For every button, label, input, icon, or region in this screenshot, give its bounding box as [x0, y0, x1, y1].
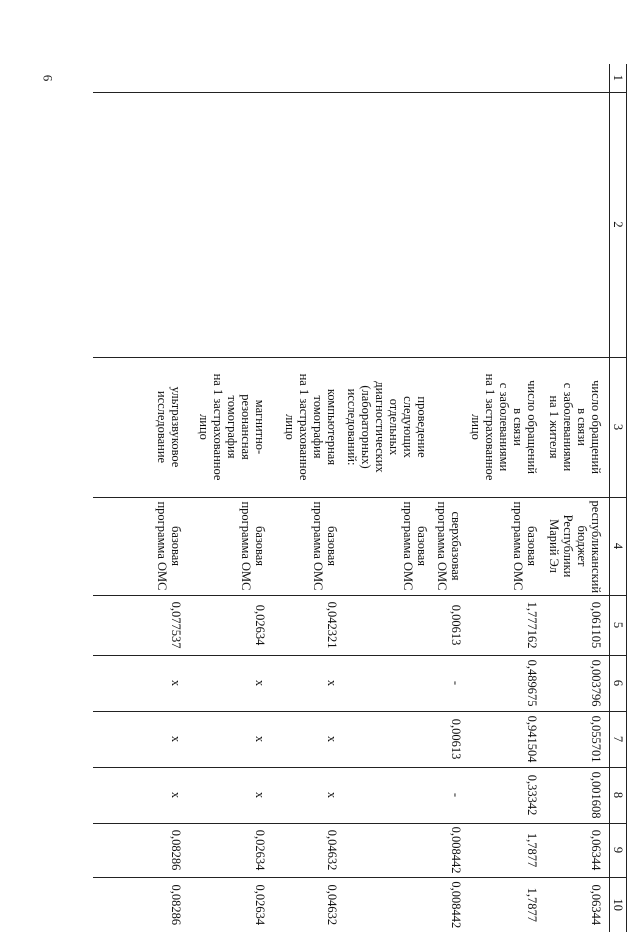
cell-value [345, 767, 435, 823]
column-header-2: 2 [610, 92, 627, 357]
cell-indicator: компьютерная томография на 1 застрахованное лицо [273, 357, 345, 497]
cell-value: x [93, 655, 189, 711]
cell-value: 0,08286 [93, 823, 189, 877]
cell-empty [189, 64, 273, 92]
cell-empty [435, 92, 469, 357]
cell-value [345, 595, 435, 655]
cell-value: 1,7877 [469, 877, 545, 932]
column-header-3: 3 [610, 357, 627, 497]
cell-value: 0,001608 [545, 767, 610, 823]
cell-empty [93, 92, 189, 357]
cell-value: 0,489675 [469, 655, 545, 711]
cell-value [345, 823, 435, 877]
cell-empty [93, 64, 189, 92]
column-header-1: 1 [610, 64, 627, 92]
column-header-10: 10 [610, 877, 627, 932]
cell-indicator [435, 357, 469, 497]
column-header-4: 4 [610, 497, 627, 595]
cell-value: 0,055701 [545, 711, 610, 767]
cell-value: - [435, 767, 469, 823]
cell-value: 0,06344 [545, 877, 610, 932]
table-row [189, 64, 273, 932]
cell-empty [189, 92, 273, 357]
cell-indicator: ультразвуковое исследование [93, 357, 189, 497]
cell-empty [345, 92, 435, 357]
cell-value: x [189, 655, 273, 711]
cell-value: 0,061105 [545, 595, 610, 655]
column-header-8: 8 [610, 767, 627, 823]
cell-value: 0,003796 [545, 655, 610, 711]
cell-value: x [189, 767, 273, 823]
table-row [435, 64, 469, 932]
cell-value: 0,04632 [273, 877, 345, 932]
cell-value: 0,06344 [545, 823, 610, 877]
table-row [273, 64, 345, 932]
cell-value: - [435, 655, 469, 711]
cell-value: 0,33342 [469, 767, 545, 823]
cell-value [345, 655, 435, 711]
cell-indicator: проведение следующих отдельных диагностических (лабораторных) исследований: [345, 357, 435, 497]
cell-source: базовая программа ОМС [189, 497, 273, 595]
cell-indicator: число обращений в связи с заболеваниями на 1 жителя [545, 357, 610, 497]
cell-value: 0,941504 [469, 711, 545, 767]
column-header-5: 5 [610, 595, 627, 655]
cell-empty [545, 64, 610, 92]
cell-empty [469, 92, 545, 357]
cell-value: 1,777162 [469, 595, 545, 655]
table-row [545, 64, 610, 932]
column-header-6: 6 [610, 655, 627, 711]
column-header-7: 7 [610, 711, 627, 767]
cell-empty [545, 92, 610, 357]
table-row [345, 64, 435, 932]
cell-indicator: магнитно- резонансная томография на 1 застрахованное лицо [189, 357, 273, 497]
cell-empty [273, 64, 345, 92]
column-header-9: 9 [610, 823, 627, 877]
cell-value: 0,02634 [189, 877, 273, 932]
cell-value: x [273, 655, 345, 711]
cell-value: x [93, 711, 189, 767]
cell-empty [469, 64, 545, 92]
cell-value: 0,04632 [273, 823, 345, 877]
cell-value: 0,008442 [435, 823, 469, 877]
cell-value: 0,077537 [93, 595, 189, 655]
cell-source: республиканский бюджет Республики Марий Эл [545, 497, 610, 595]
cell-source: базовая программа ОМС [93, 497, 189, 595]
table-container [104, 64, 627, 929]
cell-value: 0,02634 [189, 595, 273, 655]
data-table [93, 64, 627, 932]
cell-value: 1,7877 [469, 823, 545, 877]
cell-value: 0,042321 [273, 595, 345, 655]
table-row [469, 64, 545, 932]
cell-value: x [93, 767, 189, 823]
cell-value: 0,02634 [189, 823, 273, 877]
cell-value: 0,008442 [435, 877, 469, 932]
cell-value: 0,00613 [435, 595, 469, 655]
cell-value: 0,08286 [93, 877, 189, 932]
cell-indicator: число обращений в связи с заболеваниями на 1 застрахованное лицо [469, 357, 545, 497]
cell-value: x [273, 767, 345, 823]
cell-empty [345, 64, 435, 92]
cell-value: x [273, 711, 345, 767]
page-number: 6 [40, 74, 56, 82]
column-number-row [610, 64, 627, 932]
cell-source: базовая программа ОМС [273, 497, 345, 595]
cell-source: сверхбазовая программа ОМС [435, 497, 469, 595]
table-row [93, 64, 189, 932]
cell-value [345, 711, 435, 767]
cell-source: базовая программа ОМС [345, 497, 435, 595]
cell-empty [435, 64, 469, 92]
cell-value: 0,00613 [435, 711, 469, 767]
cell-empty [273, 92, 345, 357]
cell-source: базовая программа ОМС [469, 497, 545, 595]
cell-value: x [189, 711, 273, 767]
